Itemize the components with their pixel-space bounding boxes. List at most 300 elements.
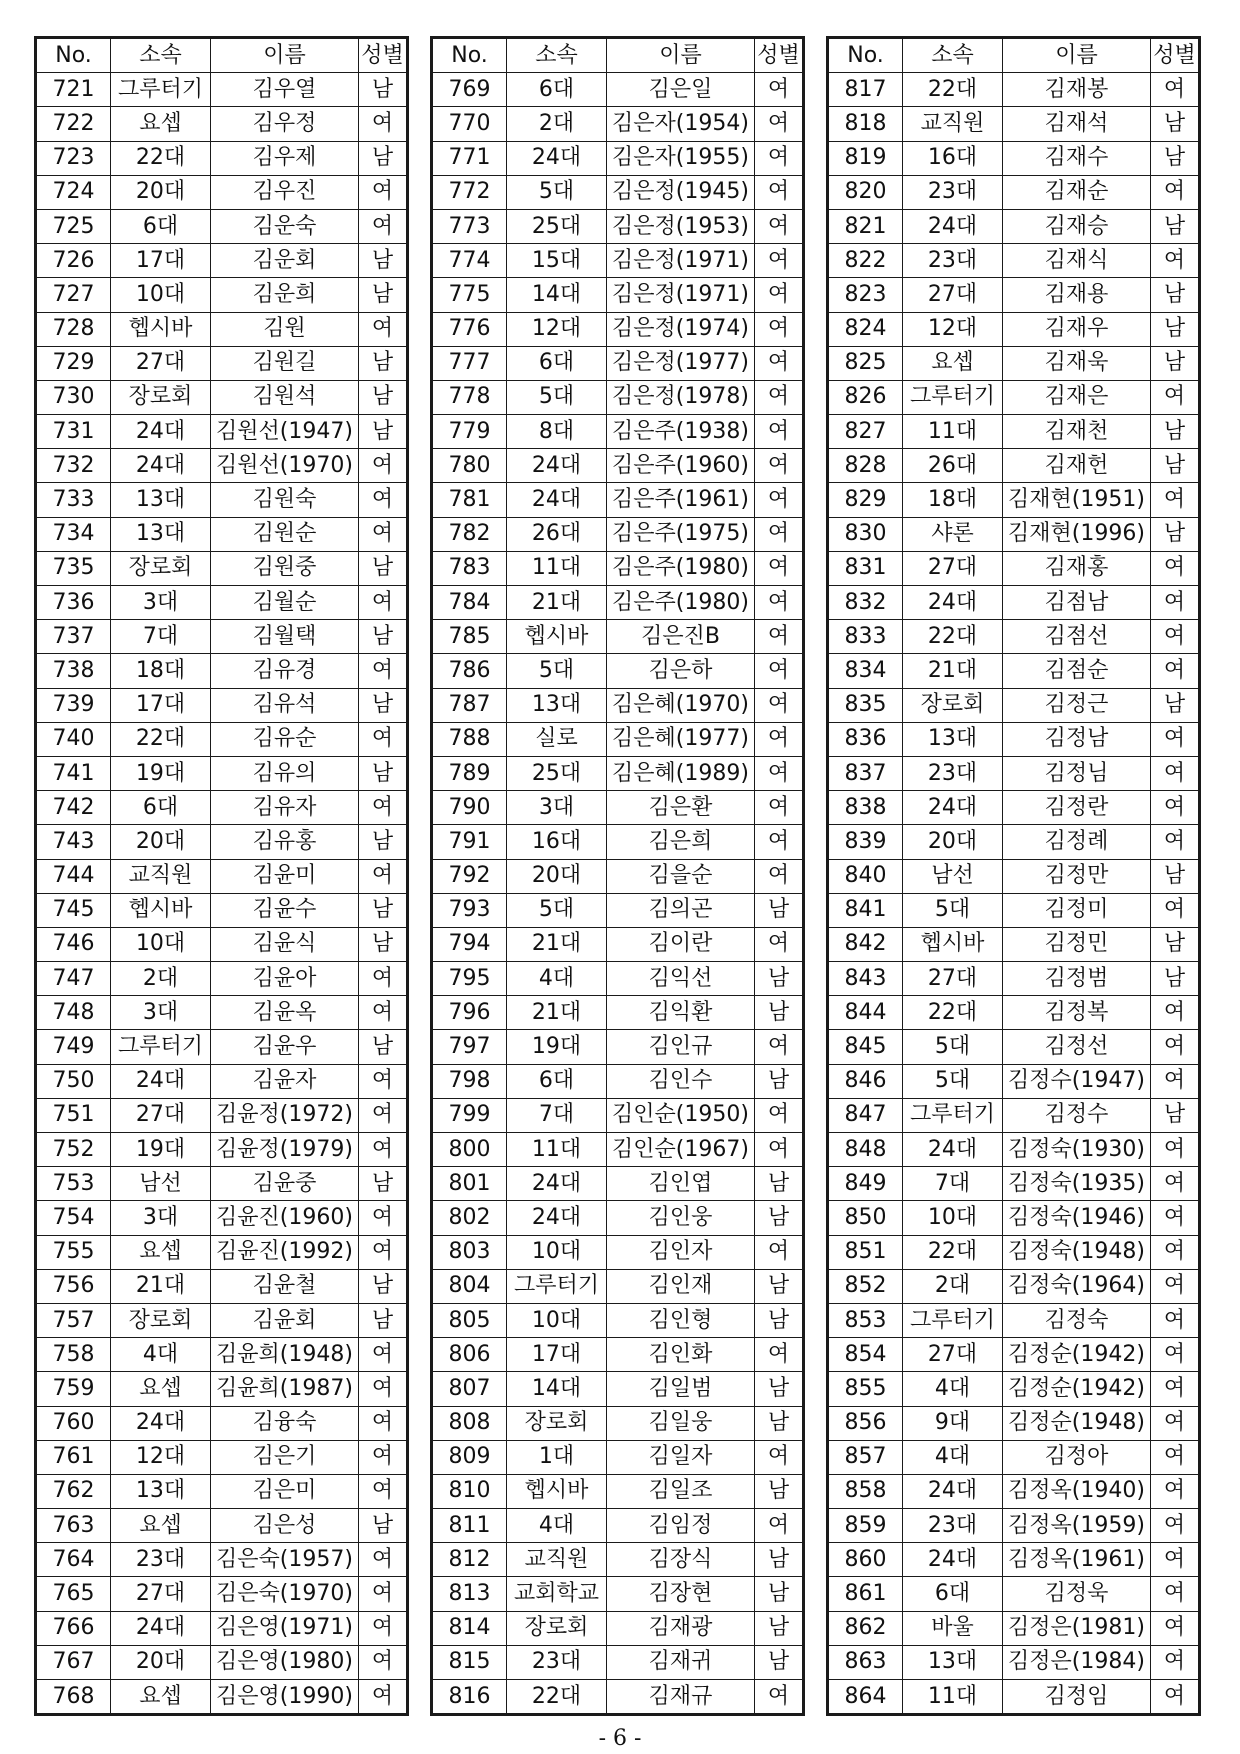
table-row [433,415,803,449]
cell-no: 841 [829,893,903,927]
cell-sex: 남 [359,244,407,278]
cell-no: 852 [829,1269,903,1303]
cell-name: 김윤진(1960) [211,1201,359,1235]
table-row [829,893,1199,927]
cell-no: 770 [433,107,507,141]
cell-no: 803 [433,1235,507,1269]
cell-name: 김재봉 [1003,73,1151,107]
cell-affiliation: 7대 [507,1098,607,1132]
cell-sex: 여 [1151,1167,1199,1201]
cell-name: 김은진B [607,620,755,654]
cell-no: 808 [433,1406,507,1440]
cell-name: 김재석 [1003,107,1151,141]
cell-affiliation: 23대 [507,1645,607,1679]
cell-sex: 여 [1151,1338,1199,1372]
table-row [433,962,803,996]
cell-name: 김윤중 [211,1167,359,1201]
cell-name: 김인형 [607,1303,755,1337]
table-row [433,141,803,175]
cell-affiliation: 4대 [903,1440,1003,1474]
cell-sex: 남 [359,278,407,312]
cell-name: 김인순(1950) [607,1098,755,1132]
cell-sex: 여 [1151,1406,1199,1440]
cell-name: 김원순 [211,517,359,551]
cell-sex: 남 [755,962,803,996]
cell-no: 831 [829,551,903,585]
table-row [433,1474,803,1508]
cell-affiliation: 24대 [507,1201,607,1235]
table-row [829,859,1199,893]
table-row [433,1372,803,1406]
cell-sex: 남 [359,893,407,927]
table-row [433,483,803,517]
table-row [433,1680,803,1714]
cell-no: 729 [37,346,111,380]
cell-name: 김재헌 [1003,449,1151,483]
cell-affiliation: 장로회 [903,688,1003,722]
cell-affiliation: 12대 [111,1440,211,1474]
cell-affiliation: 5대 [507,380,607,414]
cell-affiliation: 6대 [111,791,211,825]
cell-affiliation: 10대 [111,278,211,312]
cell-affiliation: 19대 [507,1030,607,1064]
cell-no: 847 [829,1098,903,1132]
cell-sex: 여 [755,175,803,209]
cell-affiliation: 10대 [111,927,211,961]
cell-affiliation: 24대 [903,1133,1003,1167]
cell-name: 김융숙 [211,1406,359,1440]
cell-no: 754 [37,1201,111,1235]
cell-name: 김원길 [211,346,359,380]
cell-name: 김일웅 [607,1406,755,1440]
cell-no: 772 [433,175,507,209]
table-row [433,756,803,790]
cell-no: 761 [37,1440,111,1474]
cell-no: 778 [433,380,507,414]
cell-sex: 여 [755,141,803,175]
header-affiliation: 소속 [111,39,211,73]
table-row [433,620,803,654]
table-row [37,1098,407,1132]
cell-sex: 남 [1151,415,1199,449]
cell-sex: 여 [1151,654,1199,688]
table-row [37,107,407,141]
cell-no: 785 [433,620,507,654]
cell-sex: 남 [359,688,407,722]
cell-name: 김인엽 [607,1167,755,1201]
table-row [829,1680,1199,1714]
cell-name: 김은주(1980) [607,586,755,620]
cell-no: 740 [37,722,111,756]
cell-sex: 여 [1151,1303,1199,1337]
cell-affiliation: 바울 [903,1611,1003,1645]
cell-no: 739 [37,688,111,722]
cell-affiliation: 그루터기 [903,380,1003,414]
cell-sex: 여 [359,1098,407,1132]
roster-body [37,73,407,1714]
cell-sex: 남 [755,1167,803,1201]
cell-no: 819 [829,141,903,175]
header-row [433,39,803,73]
cell-name: 김원선(1947) [211,415,359,449]
cell-no: 768 [37,1680,111,1714]
cell-sex: 여 [359,962,407,996]
cell-no: 763 [37,1509,111,1543]
table-row [433,825,803,859]
cell-affiliation: 그루터기 [111,1030,211,1064]
cell-affiliation: 27대 [111,1577,211,1611]
cell-sex: 남 [1151,141,1199,175]
cell-affiliation: 장로회 [507,1611,607,1645]
cell-affiliation: 21대 [507,927,607,961]
cell-name: 김재현(1996) [1003,517,1151,551]
cell-affiliation: 5대 [903,893,1003,927]
cell-no: 820 [829,175,903,209]
cell-no: 726 [37,244,111,278]
cell-affiliation: 헵시바 [111,312,211,346]
cell-no: 751 [37,1098,111,1132]
cell-no: 748 [37,996,111,1030]
cell-name: 김은정(1945) [607,175,755,209]
header-row [37,39,407,73]
cell-name: 김은주(1960) [607,449,755,483]
table-row [37,1201,407,1235]
cell-sex: 남 [1151,927,1199,961]
cell-sex: 여 [755,825,803,859]
cell-affiliation: 17대 [507,1338,607,1372]
cell-name: 김인재 [607,1269,755,1303]
table-row [829,278,1199,312]
cell-sex: 여 [359,1338,407,1372]
cell-sex: 여 [755,1509,803,1543]
cell-affiliation: 24대 [903,1543,1003,1577]
table-row [433,1611,803,1645]
cell-no: 791 [433,825,507,859]
cell-name: 김은자(1955) [607,141,755,175]
cell-no: 774 [433,244,507,278]
cell-affiliation: 20대 [111,1645,211,1679]
cell-name: 김은주(1938) [607,415,755,449]
cell-sex: 여 [755,586,803,620]
cell-name: 김윤희(1987) [211,1372,359,1406]
table-row [37,1680,407,1714]
cell-no: 829 [829,483,903,517]
cell-no: 790 [433,791,507,825]
cell-sex: 여 [359,1201,407,1235]
cell-affiliation: 18대 [903,483,1003,517]
cell-affiliation: 6대 [507,346,607,380]
cell-affiliation: 8대 [507,415,607,449]
roster-table-2 [432,38,803,1714]
cell-no: 836 [829,722,903,756]
cell-sex: 여 [359,1064,407,1098]
cell-no: 806 [433,1338,507,1372]
cell-sex: 여 [755,1680,803,1714]
table-row [37,483,407,517]
cell-name: 김정은(1981) [1003,1611,1151,1645]
cell-no: 855 [829,1372,903,1406]
cell-name: 김재승 [1003,209,1151,243]
cell-no: 849 [829,1167,903,1201]
table-row [37,1167,407,1201]
cell-sex: 남 [1151,688,1199,722]
cell-name: 김은주(1975) [607,517,755,551]
cell-no: 736 [37,586,111,620]
cell-affiliation: 22대 [903,996,1003,1030]
cell-sex: 남 [755,1577,803,1611]
cell-sex: 여 [1151,73,1199,107]
cell-sex: 남 [359,73,407,107]
cell-affiliation: 2대 [507,107,607,141]
cell-sex: 여 [755,1133,803,1167]
cell-affiliation: 5대 [507,654,607,688]
cell-name: 김재수 [1003,141,1151,175]
cell-sex: 여 [359,175,407,209]
table-row [37,791,407,825]
cell-name: 김은영(1980) [211,1645,359,1679]
cell-name: 김유순 [211,722,359,756]
table-row [37,1303,407,1337]
cell-name: 김정숙 [1003,1303,1151,1337]
cell-sex: 여 [359,483,407,517]
cell-sex: 여 [1151,893,1199,927]
cell-no: 757 [37,1303,111,1337]
table-row [37,380,407,414]
cell-affiliation: 실로 [507,722,607,756]
cell-sex: 여 [755,209,803,243]
cell-sex: 여 [755,1030,803,1064]
cell-name: 김장식 [607,1543,755,1577]
cell-name: 김재용 [1003,278,1151,312]
table-row [433,688,803,722]
cell-name: 김윤철 [211,1269,359,1303]
cell-affiliation: 27대 [111,1098,211,1132]
cell-no: 854 [829,1338,903,1372]
cell-sex: 여 [755,73,803,107]
cell-affiliation: 샤론 [903,517,1003,551]
table-row [433,654,803,688]
cell-name: 김정만 [1003,859,1151,893]
cell-no: 783 [433,551,507,585]
cell-sex: 여 [755,859,803,893]
table-row [433,244,803,278]
cell-sex: 남 [359,927,407,961]
cell-sex: 남 [359,415,407,449]
cell-affiliation: 19대 [111,756,211,790]
table-row [433,722,803,756]
table-row [433,312,803,346]
cell-sex: 남 [755,1064,803,1098]
table-row [433,1577,803,1611]
cell-no: 815 [433,1645,507,1679]
cell-name: 김점남 [1003,586,1151,620]
cell-sex: 여 [359,1372,407,1406]
cell-sex: 여 [755,722,803,756]
table-row [433,107,803,141]
cell-sex: 여 [755,380,803,414]
table-row [829,1201,1199,1235]
cell-sex: 여 [755,654,803,688]
cell-no: 758 [37,1338,111,1372]
cell-name: 김은희 [607,825,755,859]
table-row [829,483,1199,517]
cell-name: 김재천 [1003,415,1151,449]
cell-name: 김정란 [1003,791,1151,825]
cell-sex: 여 [359,312,407,346]
cell-affiliation: 3대 [111,1201,211,1235]
cell-name: 김유의 [211,756,359,790]
cell-affiliation: 3대 [507,791,607,825]
cell-name: 김윤아 [211,962,359,996]
table-row [37,996,407,1030]
table-row [37,551,407,585]
cell-no: 787 [433,688,507,722]
cell-sex: 여 [359,996,407,1030]
cell-name: 김은숙(1957) [211,1543,359,1577]
cell-no: 838 [829,791,903,825]
cell-affiliation: 27대 [111,346,211,380]
cell-sex: 여 [1151,1440,1199,1474]
cell-name: 김정숙(1930) [1003,1133,1151,1167]
cell-affiliation: 24대 [903,209,1003,243]
cell-sex: 남 [359,1030,407,1064]
cell-sex: 여 [1151,1474,1199,1508]
table-row [433,1269,803,1303]
cell-no: 850 [829,1201,903,1235]
cell-sex: 여 [1151,1543,1199,1577]
cell-sex: 여 [1151,722,1199,756]
cell-affiliation: 18대 [111,654,211,688]
cell-sex: 여 [1151,1372,1199,1406]
cell-sex: 여 [359,586,407,620]
cell-no: 722 [37,107,111,141]
cell-affiliation: 4대 [903,1372,1003,1406]
cell-no: 809 [433,1440,507,1474]
cell-name: 김우열 [211,73,359,107]
cell-affiliation: 24대 [507,141,607,175]
cell-name: 김점순 [1003,654,1151,688]
cell-no: 816 [433,1680,507,1714]
table-row [829,1440,1199,1474]
cell-name: 김유자 [211,791,359,825]
table-row [829,1338,1199,1372]
header-affiliation: 소속 [903,39,1003,73]
cell-affiliation: 16대 [507,825,607,859]
cell-affiliation: 25대 [507,756,607,790]
cell-name: 김정은(1984) [1003,1645,1151,1679]
table-row [37,141,407,175]
table-row [37,1372,407,1406]
cell-affiliation: 6대 [507,1064,607,1098]
table-row [37,1269,407,1303]
cell-no: 786 [433,654,507,688]
cell-affiliation: 23대 [111,1543,211,1577]
cell-name: 김월택 [211,620,359,654]
table-row [829,1030,1199,1064]
cell-name: 김정순(1942) [1003,1338,1151,1372]
cell-name: 김은혜(1989) [607,756,755,790]
cell-affiliation: 21대 [903,654,1003,688]
cell-sex: 여 [1151,551,1199,585]
cell-affiliation: 5대 [903,1064,1003,1098]
cell-name: 김을순 [607,859,755,893]
cell-sex: 여 [359,1577,407,1611]
cell-no: 812 [433,1543,507,1577]
cell-affiliation: 13대 [111,517,211,551]
cell-name: 김재우 [1003,312,1151,346]
table-row [829,551,1199,585]
cell-affiliation: 20대 [111,825,211,859]
table-row [37,1474,407,1508]
cell-affiliation: 요셉 [111,1509,211,1543]
table-row [37,893,407,927]
cell-no: 802 [433,1201,507,1235]
cell-sex: 여 [755,927,803,961]
header-name: 이름 [1003,39,1151,73]
cell-sex: 여 [1151,1577,1199,1611]
cell-name: 김은정(1971) [607,244,755,278]
cell-affiliation: 10대 [507,1235,607,1269]
cell-name: 김정임 [1003,1680,1151,1714]
cell-no: 861 [829,1577,903,1611]
cell-name: 김재순 [1003,175,1151,209]
table-row [433,1509,803,1543]
cell-affiliation: 24대 [111,1611,211,1645]
table-row [37,962,407,996]
cell-no: 732 [37,449,111,483]
cell-name: 김윤우 [211,1030,359,1064]
cell-name: 김이란 [607,927,755,961]
cell-no: 794 [433,927,507,961]
table-row [829,1235,1199,1269]
cell-sex: 남 [755,996,803,1030]
cell-sex: 여 [755,346,803,380]
cell-no: 835 [829,688,903,722]
cell-sex: 여 [359,1440,407,1474]
cell-affiliation: 24대 [507,449,607,483]
cell-affiliation: 26대 [507,517,607,551]
cell-no: 810 [433,1474,507,1508]
cell-sex: 여 [1151,825,1199,859]
cell-no: 800 [433,1133,507,1167]
cell-affiliation: 27대 [903,278,1003,312]
cell-name: 김은정(1977) [607,346,755,380]
cell-name: 김일범 [607,1372,755,1406]
table-row [37,1235,407,1269]
table-row [433,278,803,312]
cell-name: 김정욱 [1003,1577,1151,1611]
cell-sex: 여 [755,107,803,141]
cell-name: 김일조 [607,1474,755,1508]
roster-body [433,73,803,1714]
cell-no: 773 [433,209,507,243]
cell-affiliation: 요셉 [111,1235,211,1269]
cell-affiliation: 13대 [903,722,1003,756]
cell-no: 753 [37,1167,111,1201]
cell-affiliation: 4대 [507,962,607,996]
cell-sex: 여 [1151,791,1199,825]
cell-affiliation: 13대 [507,688,607,722]
cell-name: 김은자(1954) [607,107,755,141]
cell-name: 김원선(1970) [211,449,359,483]
cell-affiliation: 25대 [507,209,607,243]
cell-no: 801 [433,1167,507,1201]
cell-no: 793 [433,893,507,927]
cell-no: 853 [829,1303,903,1337]
cell-affiliation: 14대 [507,278,607,312]
cell-affiliation: 27대 [903,962,1003,996]
cell-name: 김은미 [211,1474,359,1508]
